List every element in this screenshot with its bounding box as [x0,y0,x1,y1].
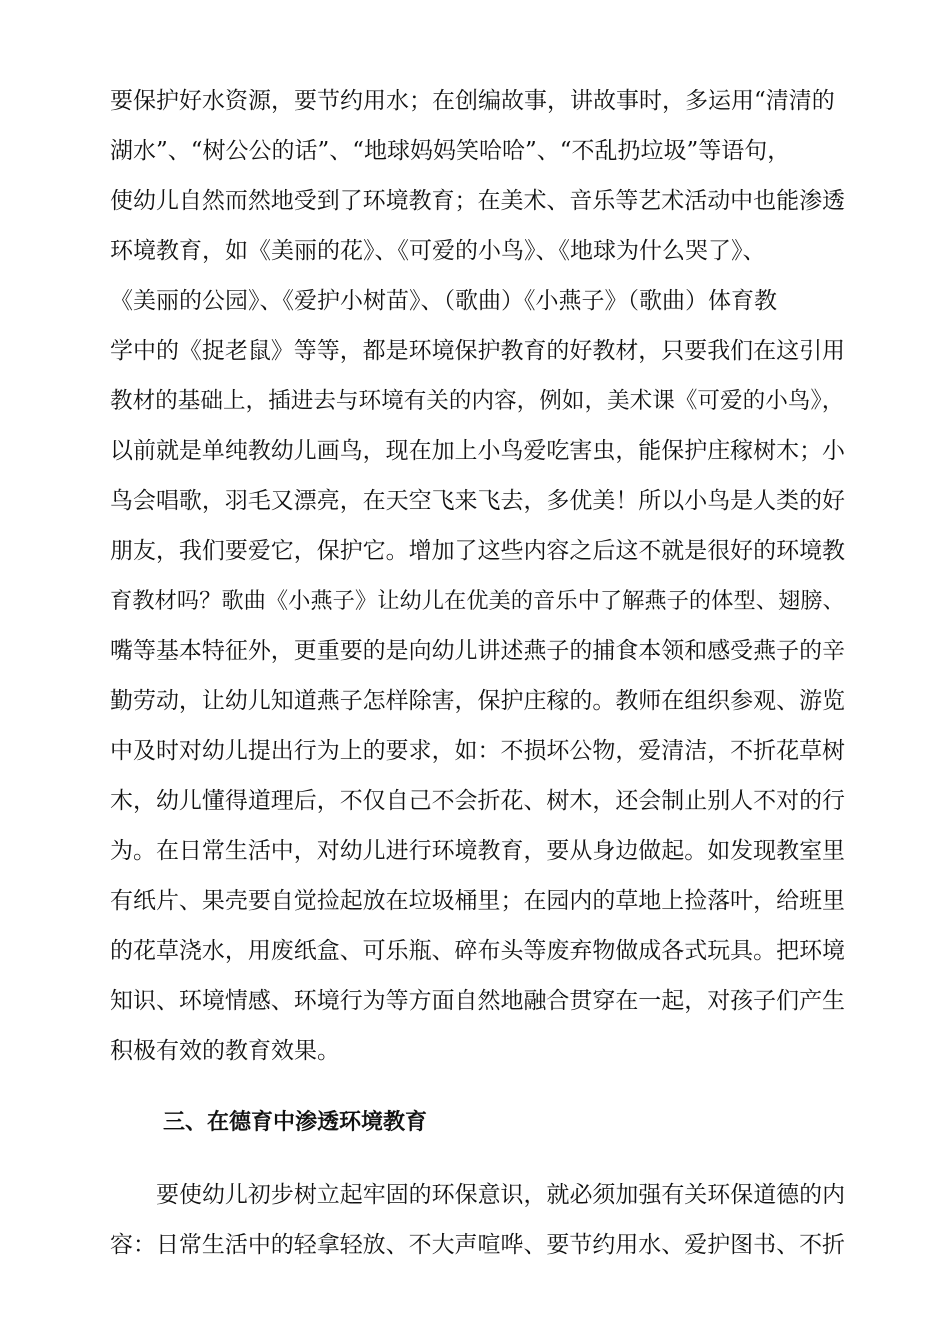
paragraph-line: 勤劳动，让幼儿知道燕子怎样除害，保护庄稼的。教师在组织参观、游览 [110,688,846,714]
paragraph-line: 为。在日常生活中，对幼儿进行环境教育，要从身边做起。如发现教室里 [110,838,846,864]
paragraph-line: 湖水”、“树公公的话”、“地球妈妈笑哈哈”、“不乱扔垃圾”等语句， [110,138,791,164]
paragraph-line: 学中的《捉老鼠》等等，都是环境保护教育的好教材，只要我们在这引用 [110,338,846,364]
paragraph-line: 有纸片、果壳要自觉捡起放在垃圾桶里；在园内的草地上捡落叶，给班里 [110,888,846,914]
paragraph-line: 教材的基础上，插进去与环境有关的内容，例如，美术课《可爱的小鸟》， [110,388,845,414]
paragraph-line: 育教材吗？歌曲《小燕子》让幼儿在优美的音乐中了解燕子的体型、翅膀、 [110,588,845,614]
paragraph-line: 容：日常生活中的轻拿轻放、不大声喧哗、要节约用水、爱护图书、不折 [110,1232,846,1258]
paragraph-line: 知识、环境情感、环境行为等方面自然地融合贯穿在一起，对孩子们产生 [110,988,846,1014]
paragraph-line: 鸟会唱歌，羽毛又漂亮，在天空飞来飞去，多优美！所以小鸟是人类的好 [110,488,846,514]
paragraph-line: 的花草浇水，用废纸盒、可乐瓶、碎布头等废弃物做成各式玩具。把环境 [110,938,846,964]
section-heading: 三、在德育中渗透环境教育 [163,1110,428,1135]
paragraph-line: 以前就是单纯教幼儿画鸟，现在加上小鸟爱吃害虫，能保护庄稼树木；小 [110,438,846,464]
paragraph-line: 朋友，我们要爱它，保护它。增加了这些内容之后这不就是很好的环境教 [110,538,846,564]
paragraph-line: 嘴等基本特征外，更重要的是向幼儿讲述燕子的捕食本领和感受燕子的辛 [110,638,846,664]
paragraph-line: 环境教育，如《美丽的花》、《可爱的小鸟》、《地球为什么哭了》、 [110,238,766,264]
paragraph-line: 要使幼儿初步树立起牢固的环保意识，就必须加强有关环保道德的内 [156,1182,846,1208]
paragraph-line: 积极有效的教育效果。 [110,1038,340,1064]
paragraph-line: 《美丽的公园》、《爱护小树苗》、（歌曲）《小燕子》（歌曲）体育教 [110,288,777,314]
paragraph-line: 木，幼儿懂得道理后，不仅自己不会折花、树木，还会制止别人不对的行 [110,788,846,814]
paragraph-line: 要保护好水资源，要节约用水；在创编故事，讲故事时，多运用“清清的 [110,88,835,114]
paragraph-line: 使幼儿自然而然地受到了环境教育；在美术、音乐等艺术活动中也能渗透 [110,188,846,214]
paragraph-line: 中及时对幼儿提出行为上的要求，如：不损坏公物，爱清洁，不折花草树 [110,738,846,764]
